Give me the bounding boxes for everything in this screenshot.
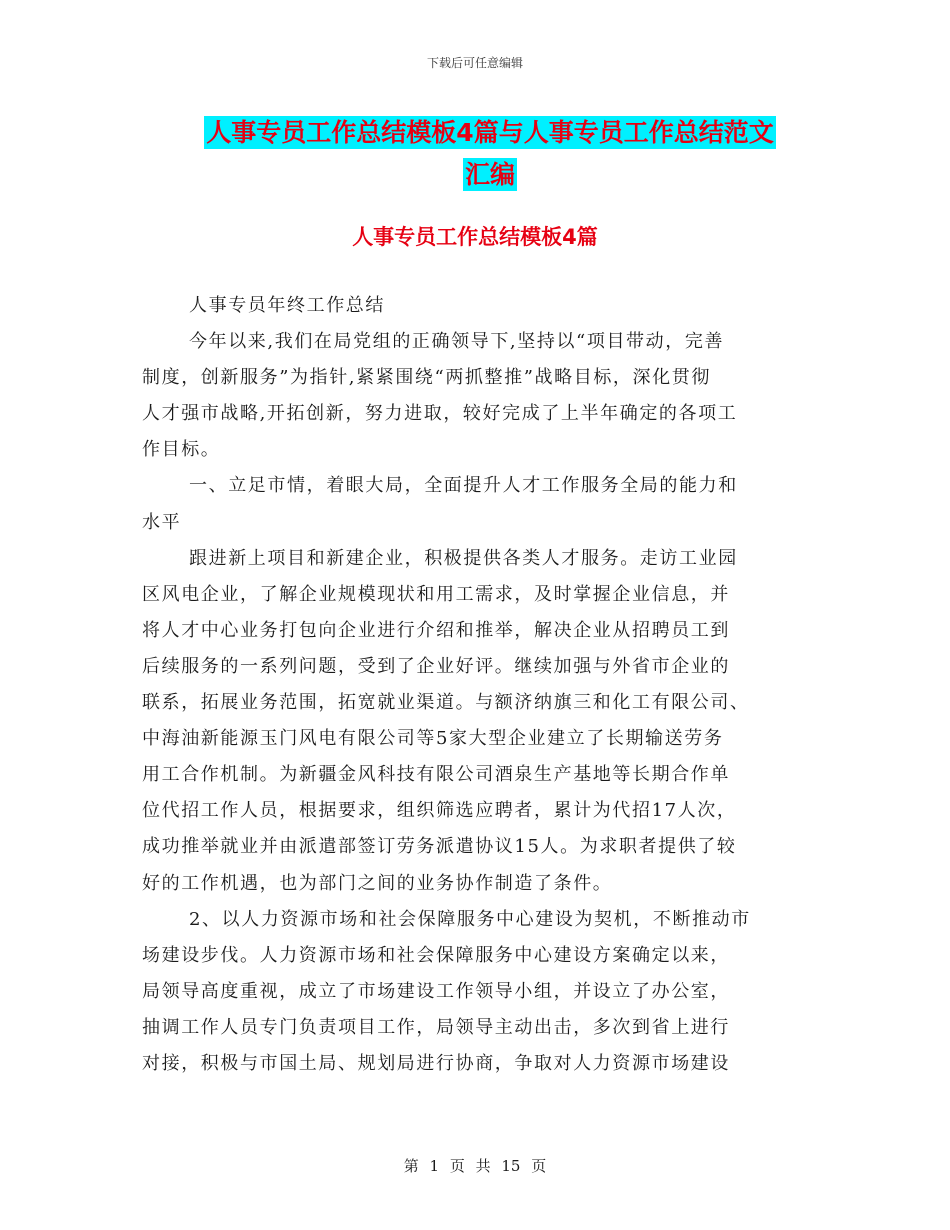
document-title-line-1: 人事专员工作总结模板4篇与人事专员工作总结范文 [206,118,774,147]
paragraph-line: 位代招工作人员，根据要求，组织筛选应聘者，累计为代招17人次， [142,800,737,822]
section-title: 人事专员工作总结模板4篇 [352,225,598,249]
paragraph-line: 今年以来,我们在局党组的正确领导下,坚持以“项目带动，完善 [189,331,725,353]
paragraph-line: 区风电企业，了解企业规模现状和用工需求，及时掌握企业信息，并 [142,583,730,605]
paragraph-line: 成功推举就业并由派遣部签订劳务派遣协议15人。为求职者提供了较 [142,836,737,858]
page-number-footer: 第 1 页 共 15 页 [403,1157,547,1175]
paragraph-line: 水平 [142,511,182,533]
header-note: 下载后可任意编辑 [426,56,523,70]
paragraph-line: 一、立足市情，着眼大局，全面提升人才工作服务全局的能力和 [189,475,738,497]
paragraph-line: 作目标。 [142,439,221,461]
paragraph-line: 抽调工作人员专门负责项目工作，局领导主动出击，多次到省上进行 [142,1016,730,1038]
paragraph-line: 场建设步伐。人力资源市场和社会保障服务中心建设方案确定以来， [142,944,730,966]
paragraph-line: 对接，积极与市国土局、规划局进行协商，争取对人力资源市场建设 [142,1052,730,1074]
paragraph-line: 后续服务的一系列问题，受到了企业好评。继续加强与外省市企业的 [142,655,730,677]
paragraph-line: 用工合作机制。为新疆金风科技有限公司酒泉生产基地等长期合作单 [142,764,730,786]
paragraph-line: 制度，创新服务”为指针,紧紧围绕“两抓整推”战略目标，深化贯彻 [142,367,711,389]
document-title-line-2: 汇编 [464,160,515,189]
paragraph-line: 跟进新上项目和新建企业，积极提供各类人才服务。走访工业园 [189,547,738,569]
paragraph-line: 人才强市战略,开拓创新，努力进取，较好完成了上半年确定的各项工 [142,403,738,425]
paragraph-line: 局领导高度重视，成立了市场建设工作领导小组，并设立了办公室， [142,980,730,1002]
subheading: 人事专员年终工作总结 [189,295,385,316]
paragraph-line: 中海油新能源玉门风电有限公司等5家大型企业建立了长期输送劳务 [142,728,724,750]
document-title [150,112,830,196]
paragraph-line: 将人才中心业务打包向企业进行介绍和推举，解决企业从招聘员工到 [142,619,730,641]
paragraph-line: 2、以人力资源市场和社会保障服务中心建设为契机，不断推动市 [189,908,751,930]
paragraph-line: 联系，拓展业务范围，拓宽就业渠道。与额济纳旗三和化工有限公司、 [142,692,750,714]
paragraph-line: 好的工作机遇，也为部门之间的业务协作制造了条件。 [142,872,613,894]
document-body [142,288,807,1082]
